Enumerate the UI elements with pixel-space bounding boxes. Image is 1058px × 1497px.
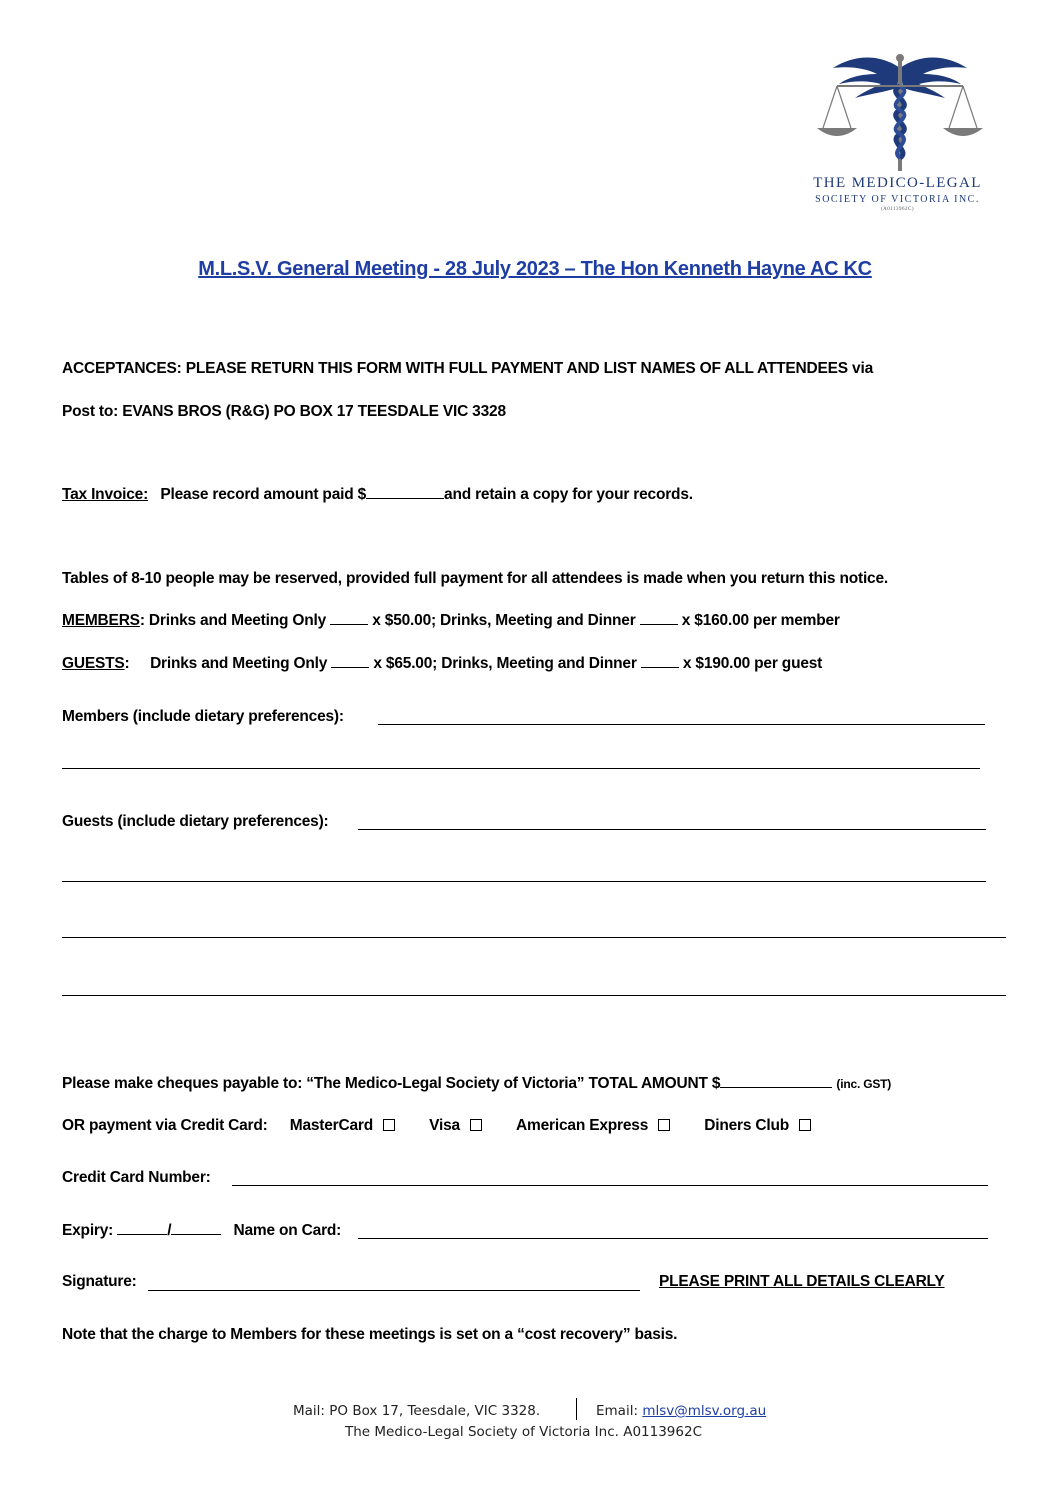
guests-names-line-1[interactable] <box>358 829 986 830</box>
cheque-row <box>62 1075 891 1093</box>
card-label-amex: American Express <box>516 1117 649 1134</box>
footer-email-label: Email: <box>596 1403 639 1419</box>
total-amount-field[interactable] <box>720 1087 832 1088</box>
footer-society: The Medico-Legal Society of Victoria Inc. A0113962C <box>345 1424 702 1440</box>
footer-mail: Mail: PO Box 17, Teesdale, VIC 3328. <box>293 1403 541 1419</box>
guests-names-line-2[interactable] <box>62 881 986 882</box>
guests-option-2: x $65.00; Drinks, Meeting and Dinner <box>373 655 637 672</box>
mastercard-checkbox[interactable] <box>383 1119 395 1131</box>
footer-email-row <box>596 1403 766 1419</box>
members-pricing-row <box>62 612 840 630</box>
gst-note: (inc. GST) <box>836 1077 892 1091</box>
signature-label: Signature: <box>62 1273 137 1290</box>
cheque-text: Please make cheques payable to: “The Medico-Legal Society of Victoria” TOTAL AMOUNT $ <box>62 1075 721 1092</box>
print-notice: PLEASE PRINT ALL DETAILS CLEARLY <box>659 1273 945 1290</box>
signature-field[interactable] <box>148 1290 640 1291</box>
card-option-visa[interactable] <box>429 1117 482 1134</box>
card-label-mastercard: MasterCard <box>289 1117 374 1134</box>
card-option-mastercard[interactable] <box>290 1117 395 1134</box>
members-option-1: Drinks and Meeting Only <box>148 612 327 629</box>
guests-pricing-row <box>62 655 822 673</box>
guests-option-1: Drinks and Meeting Only <box>150 655 328 672</box>
card-option-diners[interactable] <box>704 1117 811 1134</box>
card-number-label: Credit Card Number: <box>62 1169 211 1186</box>
tables-note: Tables of 8-10 people may be reserved, provided full payment for all attendees is made when you return this notice. <box>62 570 888 587</box>
members-field-label: Members (include dietary preferences): <box>62 708 344 725</box>
members-colon: : <box>139 612 145 629</box>
visa-checkbox[interactable] <box>470 1119 482 1131</box>
members-option-3: x $160.00 per member <box>681 612 840 629</box>
name-on-card-field[interactable] <box>358 1238 988 1239</box>
guests-label: GUESTS <box>62 655 125 672</box>
footer-divider <box>576 1398 577 1420</box>
tax-invoice-row <box>62 486 693 504</box>
card-number-field[interactable] <box>232 1185 988 1186</box>
guests-field-label: Guests (include dietary preferences): <box>62 813 329 830</box>
caduceus-scales-icon <box>795 46 1005 176</box>
credit-card-label: OR payment via Credit Card: <box>62 1117 268 1134</box>
page-title: M.L.S.V. General Meeting - 28 July 2023 – The Hon Kenneth Hayne AC KC <box>198 258 872 280</box>
guests-option-3: x $190.00 per guest <box>682 655 823 672</box>
expiry-month-field[interactable] <box>117 1234 167 1235</box>
logo-code: (A0113962C) <box>880 207 915 212</box>
credit-card-row <box>62 1117 811 1135</box>
card-label-visa: Visa <box>429 1117 460 1134</box>
guests-drinks-qty-field[interactable] <box>331 667 369 668</box>
members-names-line-1[interactable] <box>378 724 985 725</box>
logo-name: THE MEDICO-LEGAL <box>813 175 982 191</box>
guests-names-line-4[interactable] <box>62 995 1006 996</box>
amex-checkbox[interactable] <box>658 1119 670 1131</box>
expiry-separator: / <box>167 1222 172 1239</box>
guests-names-line-3[interactable] <box>62 937 1006 938</box>
members-option-2: x $50.00; Drinks, Meeting and Dinner <box>372 612 636 629</box>
members-drinks-qty-field[interactable] <box>330 624 368 625</box>
expiry-year-field[interactable] <box>171 1234 221 1235</box>
expiry-row <box>62 1222 341 1240</box>
diners-checkbox[interactable] <box>799 1119 811 1131</box>
name-on-card-label: Name on Card: <box>233 1222 342 1239</box>
logo-subname: SOCIETY OF VICTORIA INC. <box>815 194 980 205</box>
members-dinner-qty-field[interactable] <box>640 624 678 625</box>
tax-invoice-text: Please record amount paid $ <box>160 486 367 503</box>
amount-paid-field[interactable] <box>366 498 444 499</box>
guests-colon: : <box>124 655 130 672</box>
card-option-amex[interactable] <box>516 1117 670 1134</box>
card-label-diners: Diners Club <box>704 1117 790 1134</box>
members-label: MEMBERS <box>62 612 140 629</box>
tax-invoice-label: Tax Invoice: <box>62 486 149 503</box>
expiry-label: Expiry: <box>62 1222 114 1239</box>
acceptances-line-2: Post to: EVANS BROS (R&G) PO BOX 17 TEESDALE VIC 3328 <box>62 403 506 420</box>
members-names-line-2[interactable] <box>62 768 980 769</box>
tax-invoice-text-after: and retain a copy for your records. <box>444 486 693 503</box>
acceptances-line-1: ACCEPTANCES: PLEASE RETURN THIS FORM WITH FULL PAYMENT AND LIST NAMES OF ALL ATTENDEES via <box>62 360 873 377</box>
guests-dinner-qty-field[interactable] <box>641 667 679 668</box>
cost-recovery-note: Note that the charge to Members for these meetings is set on a “cost recovery” basis. <box>62 1326 678 1343</box>
footer-email-link[interactable]: mlsv@mlsv.org.au <box>642 1403 767 1419</box>
